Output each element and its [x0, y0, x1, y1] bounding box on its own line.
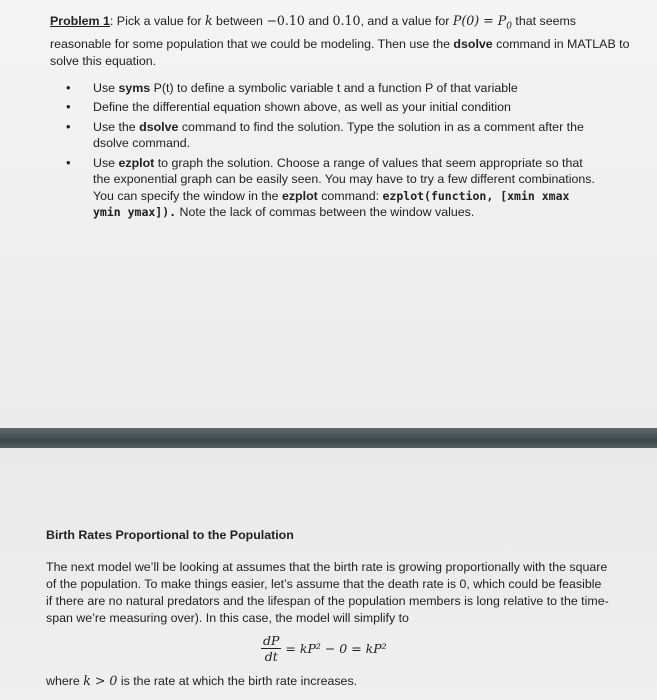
differential-equation [261, 633, 611, 664]
bullet-icon: • [66, 99, 71, 115]
ezplot-syntax: ezplot(function, [xmin xmax ymin ymax]). [93, 188, 570, 220]
problem-1-label: Problem 1 [50, 14, 110, 28]
list-item: • Use syms P(t) to define a symbolic variable t and a function P of that variable [66, 79, 518, 95]
derivative-fraction: $\frac{dP}{dt}$ [263, 633, 280, 664]
list-item: • Use the dsolve command to find the solution. Type the solution in as a comment after the dsolve command. [66, 118, 584, 151]
birth-rates-section [46, 527, 611, 690]
equation-rhs: = kP² − 0 = kP² [285, 641, 387, 656]
section-title: Birth Rates Proportional to the Population [46, 528, 294, 542]
initial-condition: $P(0) = P_0$ [452, 13, 512, 32]
bullet-icon: • [66, 154, 71, 170]
problem-1-statement: Problem 1: Pick a value for k between −0.10 and 0.10, and a value for $P(0) = P_0$ that seems reasonable for some population that we could be modeling. Then use the dsolve command in MATLAB to solve this equation. [50, 13, 630, 68]
problem-1-block [50, 12, 630, 224]
list-item: • Use ezplot to graph the solution. Choose a range of values that seem appropriate so that the exponential graph can be easily seen. You may have to try a few different combinations. You can specify the window in the ezplot command: ezplot(function, [xmin xmax ymin ymax]). Note the lack of commas between the window values. [66, 154, 595, 220]
instruction-list [50, 80, 630, 221]
section-paragraph: The next model we’ll be looking at assumes that the birth rate is growing proportionally with the square of the population. To make things easier, let’s assume that the death rate is 0, which could be feasible if there are no natural predators and the lifespan of the population members is long relative to the time-span we’re measuring over). In this case, the model will simplify to [46, 560, 609, 625]
rate-explanation: where k > 0 is the rate at which the birth rate increases. [46, 673, 358, 688]
bullet-icon: • [66, 118, 71, 134]
page-divider-bar [0, 428, 657, 448]
bullet-icon: • [66, 79, 71, 95]
list-item: • Define the differential equation shown above, as well as your initial condition [66, 99, 511, 115]
